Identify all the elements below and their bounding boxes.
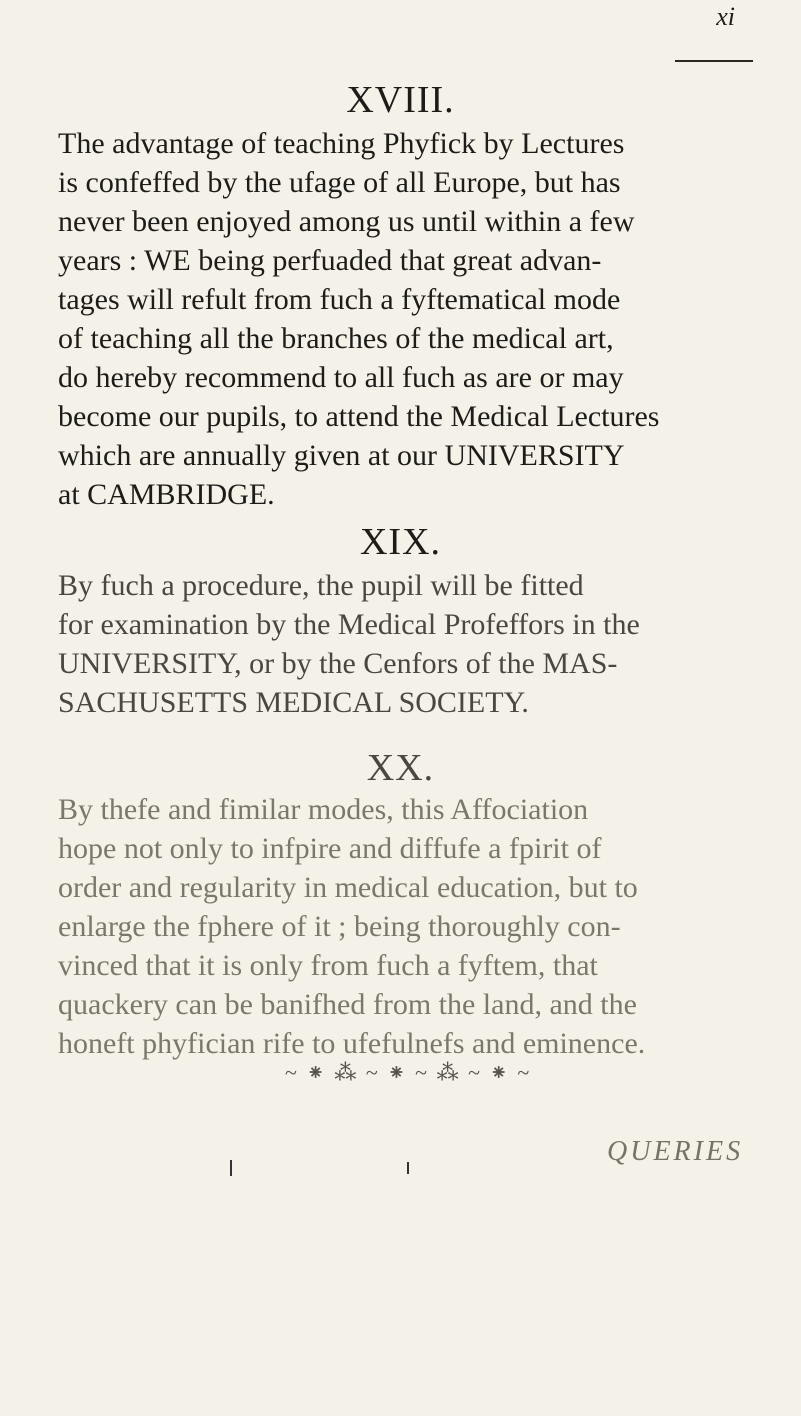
text-line: of teaching all the branches of the medical art, <box>58 322 614 355</box>
section-xx-text <box>58 790 748 1063</box>
margin-mark <box>407 1162 409 1174</box>
ornament-divider: ~ ⁕ ⁂ ~ ⁕ ~ ⁂ ~ ⁕ ~ <box>285 1060 532 1085</box>
text-line: hope not only to infpire and diffufe a fpirit of <box>58 832 602 865</box>
text-line: tages will refult from fuch a fyftematical mode <box>58 283 621 316</box>
section-heading-xx: XX. <box>366 747 435 789</box>
text-line: never been enjoyed among us until within a few <box>58 205 635 238</box>
text-line: vinced that it is only from fuch a fyftem, that <box>58 949 598 982</box>
text-line: UNIVERSITY, or by the Cenfors of the MAS- <box>58 647 618 680</box>
folio-rule <box>675 60 753 62</box>
text-line: at CAMBRIDGE. <box>58 478 275 511</box>
section-xviii-text <box>58 124 748 514</box>
section-heading-xix: XIX. <box>359 521 442 563</box>
text-line: enlarge the fphere of it ; being thoroughly con- <box>58 910 621 943</box>
text-line: honeft phyfician rife to ufefulnefs and eminence. <box>58 1027 646 1060</box>
text-line: SACHUSETTS MEDICAL SOCIETY. <box>58 686 529 719</box>
text-line: which are annually given at our UNIVERSITY <box>58 439 625 472</box>
margin-mark <box>230 1160 232 1176</box>
text-line: By fuch a procedure, the pupil will be fitted <box>58 569 584 602</box>
catchword: QUERIES <box>607 1136 744 1167</box>
folio-number: xi <box>716 2 735 31</box>
text-line: By thefe and fimilar modes, this Affociation <box>58 793 589 826</box>
text-line: become our pupils, to attend the Medical Lectures <box>58 400 660 433</box>
text-line: is confeffed by the ufage of all Europe, but has <box>58 166 621 199</box>
section-xix-text <box>58 566 748 722</box>
text-line: years : WE being perfuaded that great advan- <box>58 244 602 277</box>
section-heading-xviii: XVIII. <box>346 79 455 121</box>
text-line: order and regularity in medical education, but to <box>58 871 638 904</box>
text-line: quackery can be banifhed from the land, and the <box>58 988 637 1021</box>
text-line: for examination by the Medical Profeffors in the <box>58 608 640 641</box>
text-line: do hereby recommend to all fuch as are or may <box>58 361 624 394</box>
text-line: The advantage of teaching Phyfick by Lectures <box>58 127 625 160</box>
